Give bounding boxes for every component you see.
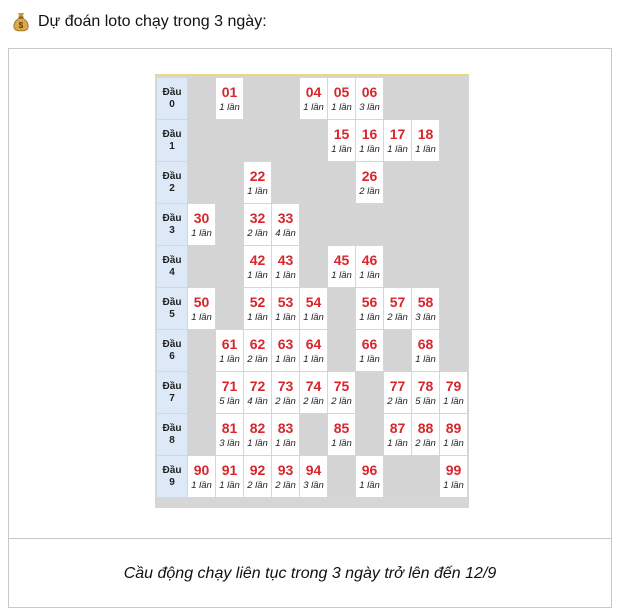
empty-cell	[440, 330, 467, 371]
row-head-digit: 6	[169, 350, 175, 362]
row-head-digit: 8	[169, 434, 175, 446]
loto-count: 1 lần	[415, 353, 436, 365]
loto-cell	[300, 330, 327, 371]
empty-cell	[244, 78, 271, 119]
row-head	[157, 414, 187, 455]
loto-cell	[188, 288, 215, 329]
loto-number: 93	[277, 461, 294, 478]
loto-count: 3 lần	[359, 101, 380, 113]
money-bag-icon	[12, 12, 30, 32]
loto-number: 73	[277, 377, 294, 394]
loto-count: 1 lần	[443, 437, 464, 449]
loto-count: 1 lần	[387, 143, 408, 155]
loto-cell	[300, 78, 327, 119]
loto-number: 71	[221, 377, 238, 394]
page-heading	[12, 10, 267, 34]
loto-number: 58	[417, 293, 434, 310]
row-head-digit: 7	[169, 392, 175, 404]
row-head-label: Đầu	[162, 464, 182, 476]
loto-count: 5 lần	[219, 395, 240, 407]
loto-count: 1 lần	[191, 479, 212, 491]
loto-count: 2 lần	[247, 227, 268, 239]
loto-number: 79	[445, 377, 462, 394]
empty-cell	[384, 204, 411, 245]
empty-cell	[216, 246, 243, 287]
empty-cell	[440, 120, 467, 161]
loto-count: 1 lần	[191, 311, 212, 323]
loto-cell	[356, 456, 383, 497]
loto-number: 81	[221, 419, 238, 436]
loto-count: 1 lần	[219, 479, 240, 491]
empty-cell	[440, 162, 467, 203]
loto-count: 2 lần	[387, 311, 408, 323]
row-head-label: Đầu	[162, 212, 182, 224]
row-head-label: Đầu	[162, 128, 182, 140]
loto-count: 2 lần	[415, 437, 436, 449]
loto-count: 1 lần	[415, 143, 436, 155]
empty-cell	[272, 78, 299, 119]
loto-cell	[272, 414, 299, 455]
empty-cell	[412, 78, 439, 119]
empty-cell	[384, 78, 411, 119]
loto-number: 53	[277, 293, 294, 310]
loto-count: 1 lần	[359, 311, 380, 323]
loto-count: 1 lần	[275, 437, 296, 449]
empty-cell	[384, 330, 411, 371]
loto-count: 1 lần	[191, 227, 212, 239]
row-head-digit: 2	[169, 182, 175, 194]
empty-cell	[384, 162, 411, 203]
empty-cell	[216, 162, 243, 203]
loto-count: 3 lần	[415, 311, 436, 323]
loto-count: 2 lần	[275, 479, 296, 491]
loto-count: 1 lần	[247, 269, 268, 281]
loto-cell	[216, 414, 243, 455]
loto-count: 1 lần	[387, 437, 408, 449]
loto-cell	[272, 372, 299, 413]
row-head-label: Đầu	[162, 86, 182, 98]
loto-count: 1 lần	[247, 311, 268, 323]
loto-cell	[356, 288, 383, 329]
empty-cell	[412, 246, 439, 287]
empty-cell	[300, 414, 327, 455]
loto-cell	[328, 414, 355, 455]
loto-number: 94	[305, 461, 322, 478]
loto-number: 05	[333, 83, 350, 100]
loto-cell	[412, 330, 439, 371]
row-head	[157, 372, 187, 413]
loto-cell	[244, 456, 271, 497]
empty-cell	[216, 288, 243, 329]
loto-number: 77	[389, 377, 406, 394]
empty-cell	[300, 204, 327, 245]
row-head-digit: 3	[169, 224, 175, 236]
row-head	[157, 456, 187, 497]
loto-number: 82	[249, 419, 266, 436]
loto-count: 4 lần	[247, 395, 268, 407]
loto-number: 57	[389, 293, 406, 310]
loto-count: 1 lần	[359, 353, 380, 365]
row-head-digit: 5	[169, 308, 175, 320]
table-row	[157, 78, 467, 119]
loto-number: 45	[333, 251, 350, 268]
loto-number: 72	[249, 377, 266, 394]
loto-count: 1 lần	[331, 143, 352, 155]
row-head-label: Đầu	[162, 254, 182, 266]
loto-count: 1 lần	[275, 269, 296, 281]
empty-cell	[440, 288, 467, 329]
empty-cell	[384, 456, 411, 497]
empty-cell	[328, 330, 355, 371]
loto-count: 1 lần	[275, 353, 296, 365]
loto-count: 2 lần	[275, 395, 296, 407]
loto-count: 1 lần	[331, 269, 352, 281]
loto-cell	[412, 372, 439, 413]
loto-cell	[356, 246, 383, 287]
loto-cell	[272, 330, 299, 371]
loto-number: 15	[333, 125, 350, 142]
empty-cell	[300, 120, 327, 161]
loto-count: 1 lần	[303, 311, 324, 323]
empty-cell	[356, 414, 383, 455]
empty-cell	[440, 204, 467, 245]
loto-cell	[244, 288, 271, 329]
loto-number: 78	[417, 377, 434, 394]
loto-grid-image	[155, 74, 469, 508]
loto-number: 42	[249, 251, 266, 268]
row-head	[157, 246, 187, 287]
loto-cell	[300, 288, 327, 329]
empty-cell	[188, 246, 215, 287]
loto-cell	[188, 204, 215, 245]
loto-cell	[356, 120, 383, 161]
loto-number: 92	[249, 461, 266, 478]
loto-number: 46	[361, 251, 378, 268]
loto-number: 74	[305, 377, 322, 394]
loto-count: 2 lần	[359, 185, 380, 197]
row-head-digit: 1	[169, 140, 175, 152]
loto-cell	[384, 120, 411, 161]
empty-cell	[300, 162, 327, 203]
loto-count: 1 lần	[275, 311, 296, 323]
empty-cell	[412, 456, 439, 497]
loto-number: 68	[417, 335, 434, 352]
loto-number: 33	[277, 209, 294, 226]
heading-text: Dự đoán loto chạy trong 3 ngày:	[38, 13, 267, 30]
caption: Cầu động chạy liên tục trong 3 ngày trở lên đến 12/9	[123, 564, 497, 582]
empty-cell	[188, 162, 215, 203]
loto-number: 91	[221, 461, 238, 478]
empty-cell	[300, 246, 327, 287]
loto-number: 54	[305, 293, 322, 310]
loto-count: 1 lần	[331, 101, 352, 113]
loto-cell	[328, 78, 355, 119]
row-head-label: Đầu	[162, 422, 182, 434]
empty-cell	[412, 204, 439, 245]
loto-number: 56	[361, 293, 378, 310]
loto-number: 88	[417, 419, 434, 436]
table-row	[157, 162, 467, 203]
loto-cell	[356, 162, 383, 203]
row-head-label: Đầu	[162, 296, 182, 308]
loto-cell	[216, 456, 243, 497]
empty-cell	[440, 246, 467, 287]
loto-number: 01	[221, 83, 238, 100]
row-head-digit: 4	[169, 266, 175, 278]
empty-cell	[188, 330, 215, 371]
loto-count: 1 lần	[219, 353, 240, 365]
loto-number: 43	[277, 251, 294, 268]
table-row	[157, 120, 467, 161]
loto-cell	[272, 204, 299, 245]
loto-cell	[356, 78, 383, 119]
loto-cell	[384, 372, 411, 413]
row-head	[157, 288, 187, 329]
empty-cell	[244, 120, 271, 161]
loto-count: 1 lần	[443, 395, 464, 407]
loto-number: 32	[249, 209, 266, 226]
loto-number: 04	[305, 83, 322, 100]
loto-cell	[272, 456, 299, 497]
empty-cell	[272, 120, 299, 161]
empty-cell	[328, 456, 355, 497]
loto-count: 2 lần	[247, 353, 268, 365]
loto-count: 3 lần	[219, 437, 240, 449]
loto-cell	[244, 246, 271, 287]
loto-count: 1 lần	[247, 185, 268, 197]
loto-cell	[384, 414, 411, 455]
loto-cell	[244, 414, 271, 455]
loto-cell	[216, 372, 243, 413]
loto-count: 3 lần	[303, 479, 324, 491]
loto-cell	[188, 456, 215, 497]
loto-count: 1 lần	[303, 353, 324, 365]
empty-cell	[328, 162, 355, 203]
loto-number: 64	[305, 335, 322, 352]
table-row	[157, 456, 467, 497]
loto-number: 87	[389, 419, 406, 436]
loto-cell	[356, 330, 383, 371]
loto-count: 1 lần	[359, 479, 380, 491]
loto-cell	[440, 414, 467, 455]
loto-number: 16	[361, 125, 378, 142]
loto-number: 17	[389, 125, 406, 142]
row-head-digit: 0	[169, 98, 175, 110]
loto-cell	[300, 456, 327, 497]
empty-cell	[328, 288, 355, 329]
row-head	[157, 120, 187, 161]
loto-count: 1 lần	[331, 437, 352, 449]
loto-cell	[244, 330, 271, 371]
loto-cell	[216, 330, 243, 371]
loto-count: 2 lần	[387, 395, 408, 407]
table-row	[157, 288, 467, 329]
loto-number: 30	[193, 209, 210, 226]
loto-number: 83	[277, 419, 294, 436]
row-head-label: Đầu	[162, 380, 182, 392]
loto-number: 26	[361, 167, 378, 184]
loto-cell	[300, 372, 327, 413]
empty-cell	[216, 204, 243, 245]
row-head-digit: 9	[169, 476, 175, 488]
row-head-label: Đầu	[162, 170, 182, 182]
loto-count: 1 lần	[359, 269, 380, 281]
empty-cell	[188, 414, 215, 455]
loto-number: 63	[277, 335, 294, 352]
loto-cell	[412, 120, 439, 161]
loto-number: 50	[193, 293, 210, 310]
loto-count: 1 lần	[303, 101, 324, 113]
loto-number: 90	[193, 461, 210, 478]
loto-number: 99	[445, 461, 462, 478]
loto-count: 1 lần	[443, 479, 464, 491]
loto-cell	[244, 162, 271, 203]
empty-cell	[440, 78, 467, 119]
loto-cell	[440, 456, 467, 497]
loto-cell	[440, 372, 467, 413]
loto-count: 2 lần	[247, 479, 268, 491]
loto-number: 52	[249, 293, 266, 310]
empty-cell	[272, 162, 299, 203]
loto-count: 5 lần	[415, 395, 436, 407]
empty-cell	[412, 162, 439, 203]
loto-count: 1 lần	[219, 101, 240, 113]
table-row	[157, 414, 467, 455]
loto-number: 89	[445, 419, 462, 436]
loto-cell	[412, 414, 439, 455]
loto-cell	[328, 372, 355, 413]
row-head	[157, 78, 187, 119]
loto-cell	[412, 288, 439, 329]
loto-number: 85	[333, 419, 350, 436]
loto-cell	[328, 120, 355, 161]
loto-number: 66	[361, 335, 378, 352]
loto-number: 75	[333, 377, 350, 394]
empty-cell	[216, 120, 243, 161]
empty-cell	[328, 204, 355, 245]
loto-cell	[384, 288, 411, 329]
loto-table	[156, 77, 468, 498]
loto-count: 2 lần	[331, 395, 352, 407]
empty-cell	[188, 372, 215, 413]
loto-count: 1 lần	[247, 437, 268, 449]
table-row	[157, 204, 467, 245]
table-row	[157, 246, 467, 287]
loto-count: 4 lần	[275, 227, 296, 239]
row-head	[157, 330, 187, 371]
loto-count: 1 lần	[359, 143, 380, 155]
loto-number: 96	[361, 461, 378, 478]
loto-cell	[328, 246, 355, 287]
loto-cell	[272, 246, 299, 287]
empty-cell	[188, 120, 215, 161]
loto-number: 18	[417, 125, 434, 142]
empty-cell	[188, 78, 215, 119]
empty-cell	[356, 372, 383, 413]
row-head-label: Đầu	[162, 338, 182, 350]
loto-cell	[216, 78, 243, 119]
loto-number: 61	[221, 335, 238, 352]
svg-text:$: $	[18, 21, 24, 30]
table-row	[157, 372, 467, 413]
row-head	[157, 204, 187, 245]
loto-number: 06	[361, 83, 378, 100]
table-row	[157, 330, 467, 371]
row-head	[157, 162, 187, 203]
loto-number: 22	[249, 167, 266, 184]
loto-cell	[244, 372, 271, 413]
loto-number: 62	[249, 335, 266, 352]
loto-cell	[244, 204, 271, 245]
empty-cell	[384, 246, 411, 287]
loto-cell	[272, 288, 299, 329]
empty-cell	[356, 204, 383, 245]
loto-count: 2 lần	[303, 395, 324, 407]
